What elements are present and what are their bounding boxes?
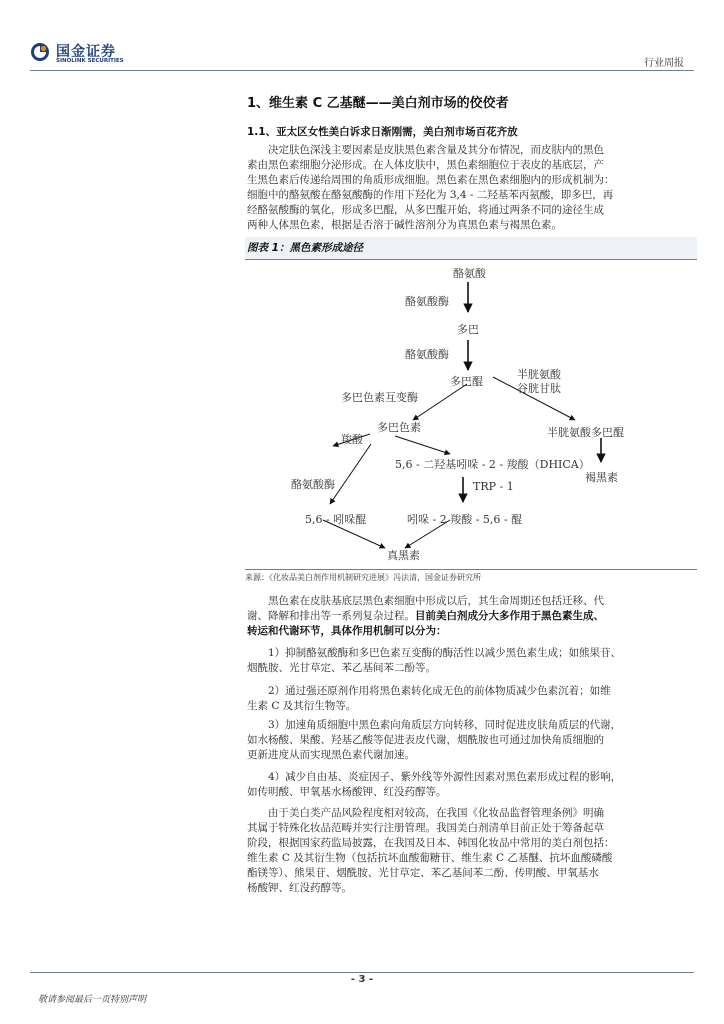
node-cysteine: 半胱氨酸 xyxy=(517,368,561,381)
node-tyrosinase-1: 酪氨酸酶 xyxy=(405,295,449,308)
figure-top-rule xyxy=(245,259,697,260)
footer-divider xyxy=(30,972,694,973)
text-line: 其属于特殊化妆品范畴并实行注册管理。我国美白剂清单目前正处于筹备起草 xyxy=(247,822,604,834)
text-line: 更新进度从而实现黑色素代谢加速。 xyxy=(247,749,415,761)
text-line: 维生素 C 及其衍生物（包括抗坏血酸葡糖苷、维生素 C 乙基醚、抗坏血酸磷酸 xyxy=(247,852,613,864)
text-line: 如传明酸、甲氧基水杨酸钾、红没药醇等。 xyxy=(247,786,447,798)
body-paragraph-1 xyxy=(247,594,689,639)
node-trp1: TRP - 1 xyxy=(473,480,514,493)
text-line: 如水杨酸、果酸、羟基乙酸等促进表皮代谢，烟酰胺也可通过加快角质细胞的 xyxy=(247,734,604,746)
text-line: 由于美白类产品风险程度相对较高，在我国《化妆品监督管理条例》明确 xyxy=(268,807,604,819)
body-paragraph-6 xyxy=(247,806,689,896)
node-pheomelanin: 褐黑素 xyxy=(585,471,618,484)
text-line: 1）抑制酪氨酸酶和多巴色素互变酶的酶活性以减少黑色素生成；如熊果苷、 xyxy=(268,647,622,659)
node-dopachrome-tautomerase: 多巴色素互变酶 xyxy=(341,391,418,404)
node-tyrosinase-2: 酪氨酸酶 xyxy=(405,348,449,361)
text-line: 4）减少自由基、炎症因子、紫外线等外源性因素对黑色素形成过程的影响， xyxy=(268,771,622,783)
logo-chinese-name: 国金证券 xyxy=(56,44,116,60)
text-line xyxy=(247,594,689,609)
intro-paragraph xyxy=(247,143,689,233)
section-heading: 1、维生素 C 乙基醚——美白剂市场的佼佼者 xyxy=(247,96,509,111)
bold-text-line: 转运和代谢环节，具体作用机制可以分为： xyxy=(247,625,447,637)
node-tyrosinase-3: 酪氨酸酶 xyxy=(291,478,335,491)
arrow xyxy=(395,436,450,454)
node-carboxylic-acid: 羧酸 xyxy=(341,433,363,446)
report-type-label: 行业周报 xyxy=(644,58,684,69)
node-glutathione: 谷胱甘肽 xyxy=(517,382,561,395)
figure-title: 图表 1：黑色素形成途径 xyxy=(247,242,363,254)
text-line: 生素 C 及其衍生物等。 xyxy=(247,700,357,712)
text-line: 素由黑色素细胞分泌形成。在人体皮肤中，黑色素细胞位于表皮的基底层，产 xyxy=(247,159,604,171)
logo-english-name: SINOLINK SECURITIES xyxy=(56,58,124,64)
text-line xyxy=(247,609,689,624)
node-dopachrome: 多巴色素 xyxy=(377,421,421,434)
body-paragraph-4 xyxy=(247,718,689,763)
body-paragraph-2 xyxy=(247,646,689,676)
bold-text: 目前美白剂成分大多作用于黑色素生成、 xyxy=(415,610,604,622)
text-line: 3）加速角质细胞中黑色素向角质层方向转移，同时促进皮肤角质层的代谢， xyxy=(268,719,622,731)
melanin-pathway-diagram xyxy=(245,262,697,567)
text-line: 两种人体黑色素，根据是否溶于碱性溶剂分为真黑色素与褐黑色素。 xyxy=(247,219,562,231)
arrow xyxy=(330,444,371,504)
subsection-heading: 1.1、亚太区女性美白诉求日渐刚需，美白剂市场百花齐放 xyxy=(247,126,518,138)
node-dopa: 多巴 xyxy=(457,323,479,336)
node-dopaquinone: 多巴醌 xyxy=(450,375,483,388)
text-line: 经酪氨酸酶的氧化，形成多巴醌，从多巴醌开始，将通过两条不同的途径生成 xyxy=(247,204,604,216)
text-line: 生黑色素后传递给周围的角质形成细胞。黑色素在黑色素细胞内的形成机制为： xyxy=(247,174,615,186)
node-cysteinyldopaquinone: 半胱氨酸多巴醌 xyxy=(547,426,624,439)
text-line: 酯镁等）、熊果苷、烟酰胺、光甘草定、苯乙基间苯二酚、传明酸、甲氧基水 xyxy=(247,867,599,879)
body-paragraph-5 xyxy=(247,770,689,800)
node-indole-carboxy-quinone: 吲哚 - 2 羧酸 - 5,6 - 醌 xyxy=(407,513,523,526)
node-eumelanin: 真黑素 xyxy=(387,549,420,562)
body-paragraph-3 xyxy=(247,684,689,714)
sinolink-logo-icon xyxy=(30,42,50,62)
node-indolequinone: 5,6 - 吲哚醌 xyxy=(305,513,367,526)
node-dhica: 5,6 - 二羟基吲哚 - 2 - 羧酸（DHICA） xyxy=(395,458,590,471)
arrow xyxy=(413,384,467,420)
header-divider xyxy=(30,70,694,71)
disclaimer-note: 敬请参阅最后一页特别声明 xyxy=(38,995,147,1005)
text-line: 决定肤色深浅主要因素是皮肤黑色素含量及其分布情况，而皮肤内的黑色 xyxy=(268,144,604,156)
figure-bottom-rule xyxy=(245,569,697,570)
text-line: 2）通过强还原剂作用将黑色素转化成无色的前体物质减少色素沉着；如维 xyxy=(268,685,611,697)
text-segment: 黑色素在皮肤基底层黑色素细胞中形成以后，其生命周期还包括迁移、代 xyxy=(268,595,604,607)
page-number: - 3 - xyxy=(350,974,374,985)
node-tyrosine: 酪氨酸 xyxy=(453,267,486,280)
figure-source: 来源：《化妆品美白剂作用机制研究进展》冯法清，国金证券研究所 xyxy=(245,573,481,582)
text-line: 烟酰胺、光甘草定、苯乙基间苯二酚等。 xyxy=(247,662,436,674)
text-segment: 谢、降解和排出等一系列复杂过程。 xyxy=(247,610,415,622)
text-line: 阶段，根据国家药监局披露，在我国及日本、韩国化妆品中常用的美白剂包括： xyxy=(247,837,615,849)
text-line: 细胞中的酪氨酸在酪氨酸酶的作用下羟化为 3,4 - 二羟基苯丙氨酸，即多巴，再 xyxy=(247,189,614,201)
text-line: 杨酸钾、红没药醇等。 xyxy=(247,882,352,894)
